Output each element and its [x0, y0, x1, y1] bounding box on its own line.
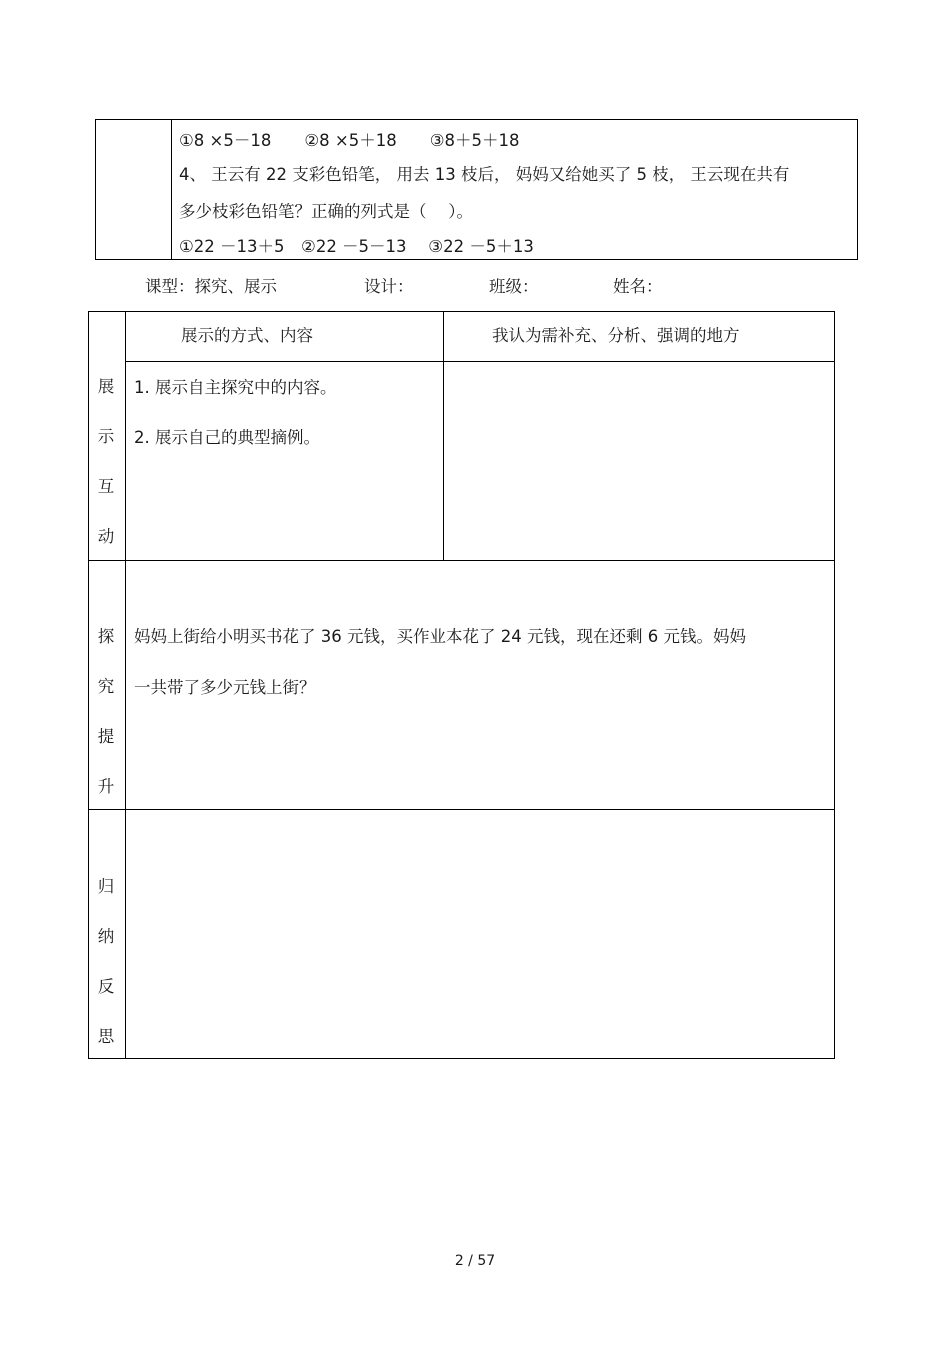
- label-char: 动: [97, 527, 115, 546]
- name-label: 姓名：: [613, 277, 663, 296]
- designer-label: 设计：: [364, 277, 414, 296]
- question-4-line: 4、 王云有 22 支彩色铅笔， 用去 13 枝后， 妈妈又给她买了 5 枝， 王云现在共有: [179, 165, 790, 184]
- section-label-summary-reflection: [88, 879, 124, 1079]
- label-char: 互: [97, 477, 115, 496]
- question-4-options: ①22 －13＋5 ②22 －5－13 ③22 －5＋13: [179, 237, 534, 256]
- section-label-explore-improve: [88, 629, 124, 829]
- label-char: 示: [97, 427, 115, 446]
- question-4-continued: 多少枝彩色铅笔？正确的列式是（ ）。: [179, 202, 473, 221]
- label-char: 展: [97, 377, 115, 396]
- label-char: 反: [97, 977, 115, 996]
- label-char: 纳: [97, 927, 115, 946]
- display-item-1: 1. 展示自主探究中的内容。: [134, 378, 337, 397]
- problem-line-1: 妈妈上街给小明买书花了 36 元钱，买作业本花了 24 元钱，现在还剩 6 元钱。妈妈: [134, 627, 746, 646]
- display-item-2: 2. 展示自己的典型摘例。: [134, 428, 320, 447]
- section1-divider: [88, 560, 835, 561]
- label-char: 提: [97, 727, 115, 746]
- section-label-display-interact: [88, 379, 124, 579]
- label-char: 思: [97, 1027, 115, 1046]
- label-char: 归: [97, 877, 115, 896]
- page-number: 2 / 57: [454, 1253, 496, 1269]
- section2-divider: [88, 809, 835, 810]
- header-row-divider: [125, 361, 835, 362]
- lesson-type-label: 课型：探究、展示: [145, 277, 277, 296]
- content-column-divider: [443, 311, 444, 561]
- label-column-divider: [125, 311, 126, 1059]
- top-options-line: ①8 ×5－18 ②8 ×5＋18 ③8＋5＋18: [179, 131, 520, 150]
- header-right: 我认为需补充、分析、强调的地方: [492, 326, 740, 345]
- class-label: 班级：: [489, 277, 539, 296]
- header-left: 展示的方式、内容: [181, 326, 313, 345]
- label-char: 究: [97, 677, 115, 696]
- top-table-divider: [171, 119, 172, 260]
- label-char: 升: [97, 777, 115, 796]
- label-char: 探: [97, 627, 115, 646]
- problem-line-2: 一共带了多少元钱上街？: [134, 678, 316, 697]
